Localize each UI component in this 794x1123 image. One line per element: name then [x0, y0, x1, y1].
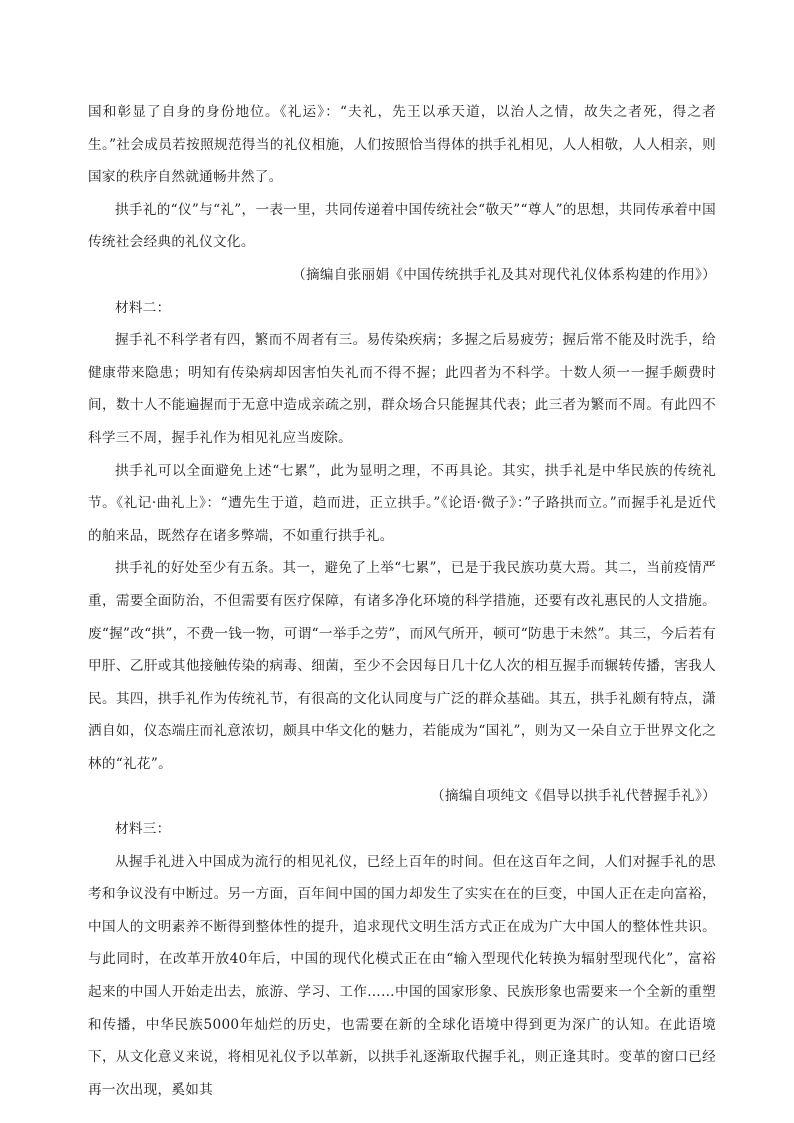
paragraph-gongshouli-summary: 拱手礼的“仪”与“礼”，一表一里，共同传递着中国传统社会“敬天”“尊人”的思想，共同传承着中国传统社会经典的礼仪文化。 — [88, 201, 716, 251]
citation-material-one: （摘编自张丽娟《中国传统拱手礼及其对现代礼仪体系构建的作用》） — [292, 266, 716, 283]
paragraph-avoid-seven-burdens: 拱手礼可以全面避免上述“七累”，此为显明之理，不再具论。其实，拱手礼是中华民族的传统礼节。《礼记·曲礼上》：“遭先生于道，趋而进，正立拱手。”《论语·微子》：”子路拱而立。”而握手礼是近代的舶来品，既然存在诸多弊端，不如重行拱手礼。 — [88, 462, 716, 544]
section-heading-material-three: 材料三： — [115, 821, 171, 838]
section-heading-material-two: 材料二： — [115, 299, 171, 316]
paragraph-material-one-end: 国和彰显了自身的身份地位。《礼运》：“夫礼，先王以承天道，以治人之情，故失之者死，得之者生。”社会成员若按照规范得当的礼仪相施，人们按照恰当得体的拱手礼相见，人人相敬，人人相亲，则国家的秩序自然就通畅井然了。 — [88, 104, 716, 186]
paragraph-material-three: 从握手礼进入中国成为流行的相见礼仪，已经上百年的时间。但在这百年之间，人们对握手礼的思考和争议没有中断过。另一方面，百年间中国的国力却发生了实实在在的巨变，中国人正在走向富裕，中国人的文明素养不断得到整体性的提升，追求现代文明生活方式正在成为广大中国人的整体性共识。与此同时，在改革开放40年后，中国的现代化模式正在由“输入型现代化转换为辐射型现代化”，富裕起来的中国人开始走出去，旅游、学习、工作……中国的国家形象、民族形象也需要来一个全新的重塑和传播，中华民族5000年灿烂的历史，也需要在新的全球化语境中得到更为深广的认知。在此语境下，从文化意义来说，将相见礼仪予以革新，以拱手礼逐渐取代握手礼，则正逢其时。变革的窗口已经再一次出现，奚如其 — [88, 853, 716, 1098]
document-body — [88, 96, 716, 1106]
citation-material-two: （摘编自项纯文《倡导以拱手礼代替握手礼》） — [431, 788, 716, 805]
paragraph-handshake-drawbacks: 握手礼不科学者有四，繁而不周者有三。易传染疾病；多握之后易疲劳；握后常不能及时洗手，给健康带来隐患；明知有传染病却因害怕失礼而不得不握；此四者为不科学。十数人须一一握手颇费时间，数十人不能遍握而于无意中造成亲疏之别，群众场合只能握其代表；此三者为繁而不周。有此四不科学三不周，握手礼作为相见礼应当废除。 — [88, 332, 716, 446]
paragraph-five-benefits: 拱手礼的好处至少有五条。其一，避免了上举“七累”，已是于我民族功莫大焉。其二，当前疫情严重，需要全面防治，不但需要有医疗保障，有诸多净化环境的科学措施，还要有改礼惠民的人文措施。废“握”改“拱”，不费一钱一物，可谓“一举手之劳”，而风气所开，顿可“防患于未然”。其三，今后若有甲肝、乙肝或其他接触传染的病毒、细菌，至少不会因每日几十亿人次的相互握手而辗转传播，害我人民。其四，拱手礼作为传统礼节，有很高的文化认同度与广泛的群众基础。其五，拱手礼颇有特点，潇洒自如，仪态端庄而礼意浓切，颇具中华文化的魅力，若能成为“国礼”，则为又一朵自立于世界文化之林的“礼花”。 — [88, 560, 716, 772]
